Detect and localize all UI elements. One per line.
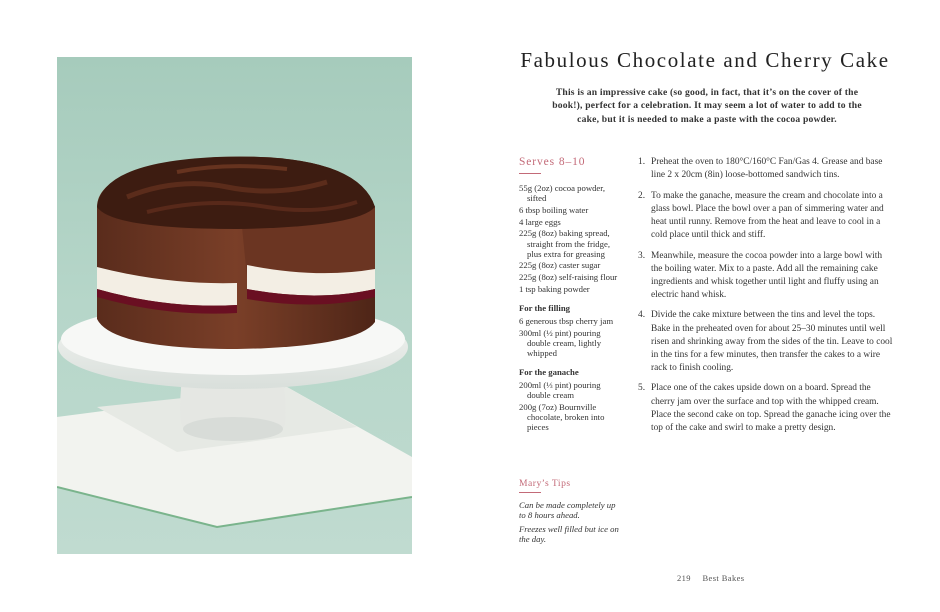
page-number: 219 [677, 573, 691, 583]
step-number: 1. [638, 157, 646, 167]
tip-item: Can be made completely up to 8 hours ahead. [519, 500, 616, 521]
recipe-intro: This is an impressive cake (so good, in fact, that it’s on the cover of the book!), perfect for a celebration. It may seem a lot of water to add to the cake, but it is needed to make a paste with the cocoa powder. [552, 87, 862, 125]
serves-heading: Serves 8–10 [519, 156, 586, 168]
cake-photo [57, 57, 412, 554]
step-text: Divide the cake mixture between the tins and level the tops. Bake in the preheated oven for about 25–30 minutes until well risen and shrinking away from the sides of the tin. Leave to cool in the tins for a few minutes, then transfer the cakes to a wire rack to finish cooling. [651, 310, 893, 373]
section-name: Best Bakes [702, 573, 745, 583]
ingredient-item: 1 tsp baking powder [519, 283, 590, 294]
method-step [638, 382, 893, 434]
ingredients-list [519, 183, 623, 434]
ingredient-item: 200ml (⅓ pint) pouring double cream [519, 380, 601, 401]
ingredient-item: 6 tbsp boiling water [519, 204, 589, 215]
recipe-title: Fabulous Chocolate and Cherry Cake [520, 48, 890, 72]
tips-heading: Mary’s Tips [519, 478, 571, 489]
ingredient-item: 300ml (½ pint) pouring double cream, lightly whipped [519, 327, 602, 359]
ingredient-item: 200g (7oz) Bournville chocolate, broken into pieces [519, 402, 605, 433]
step-text: Meanwhile, measure the cocoa powder into a large bowl with the boiling water. Mix to a paste. Add all the remaining cake ingredients and whisk together until light and fluffy using an electric hand whisk. [651, 250, 883, 300]
tip-item: Freezes well filled but ice on the day. [519, 524, 619, 545]
ganache-heading: For the ganache [519, 367, 579, 378]
method-step [638, 250, 893, 302]
method-steps [638, 156, 893, 442]
step-number: 5. [638, 383, 646, 394]
step-text: Place one of the cakes upside down on a board. Spread the cherry jam over the surface and top with the whipped cream. Place the second cake on top. Spread the ganache icing over the top of the cake and swirl to make a pretty design. [651, 383, 891, 433]
method-step [638, 190, 893, 242]
cake-illustration [57, 57, 412, 554]
ingredient-item: 225g (8oz) self-raising flour [519, 272, 618, 283]
step-text: Preheat the oven to 180°C/160°C Fan/Gas 4. Grease and base line 2 x 20cm (8in) loose-bottomed sandwich tins. [651, 157, 883, 181]
step-number: 4. [638, 310, 646, 321]
step-number: 2. [638, 190, 646, 201]
filling-heading: For the filling [519, 303, 570, 314]
step-number: 3. [638, 250, 646, 261]
serves-rule [519, 173, 541, 174]
method-step [638, 309, 893, 374]
method-step [638, 156, 893, 182]
page-footer [677, 573, 745, 583]
ingredient-item: 55g (2oz) cocoa powder, sifted [519, 183, 606, 204]
ingredient-item: 225g (8oz) caster sugar [519, 260, 601, 271]
ingredient-item: 6 generous tbsp cherry jam [519, 316, 614, 327]
tips-rule [519, 492, 541, 493]
ingredient-item: 4 large eggs [519, 216, 561, 227]
ingredient-item: 225g (8oz) baking spread, straight from the fridge, plus extra for greasing [519, 228, 610, 259]
step-text: To make the ganache, measure the cream and chocolate into a glass bowl. Place the bowl over a pan of simmering water and heat until runny. Remove from the heat and leave to cool in a cold place until thick and stiff. [651, 190, 884, 240]
